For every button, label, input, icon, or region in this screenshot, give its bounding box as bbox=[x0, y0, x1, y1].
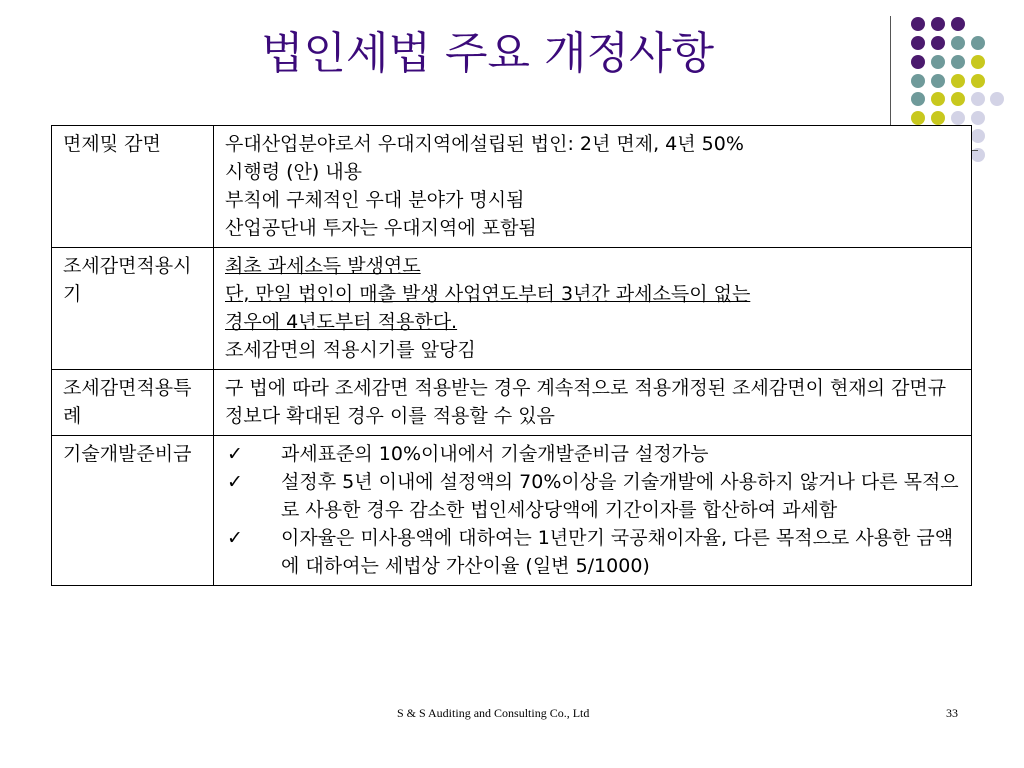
amendments-table bbox=[51, 125, 972, 586]
content-line: 최초 과세소득 발생연도 bbox=[225, 255, 421, 277]
row-content bbox=[214, 126, 972, 248]
content-line: 산업공단내 투자는 우대지역에 포함됨 bbox=[225, 217, 537, 239]
list-item bbox=[225, 468, 961, 524]
checkmark-icon: ✓ bbox=[227, 443, 243, 465]
content-line: 경우에 4년도부터 적용한다. bbox=[225, 311, 458, 333]
row-category: 면제및 감면 bbox=[52, 126, 214, 248]
list-item-text: 이자율은 미사용액에 대하여는 1년만기 국공채이자율, 다른 목적으로 사용한 금액에 대하여는 세법상 가산이율 (일변 5/1000) bbox=[281, 527, 954, 577]
checkmark-icon: ✓ bbox=[227, 471, 243, 493]
row-category: 기술개발준비금 bbox=[52, 436, 214, 586]
row-category: 조세감면적용특례 bbox=[52, 370, 214, 436]
slide-title: 법인세법 주요 개정사항 bbox=[260, 28, 714, 79]
table-row bbox=[52, 248, 972, 370]
content-line: 부칙에 구체적인 우대 분야가 명시됨 bbox=[225, 189, 525, 211]
page-number: 33 bbox=[946, 706, 958, 720]
list-item bbox=[225, 524, 961, 580]
row-content bbox=[214, 436, 972, 586]
checkmark-icon: ✓ bbox=[227, 527, 243, 549]
content-line: 조세감면의 적용시기를 앞당김 bbox=[225, 339, 476, 361]
content-line: 우대산업분야로서 우대지역에설립된 법인: 2년 면제, 4년 50% bbox=[225, 133, 744, 155]
footer-company: S & S Auditing and Consulting Co., Ltd bbox=[397, 706, 590, 720]
list-item bbox=[225, 440, 961, 468]
content-line: 시행령 (안) 내용 bbox=[225, 161, 363, 183]
list-item-text: 과세표준의 10%이내에서 기술개발준비금 설정가능 bbox=[281, 443, 709, 465]
table-row bbox=[52, 126, 972, 248]
list-item-text: 설정후 5년 이내에 설정액의 70%이상을 기술개발에 사용하지 않거나 다른 목적으로 사용한 경우 감소한 법인세상당액에 기간이자를 합산하여 과세함 bbox=[281, 471, 959, 521]
row-content bbox=[214, 248, 972, 370]
table-row bbox=[52, 436, 972, 586]
table-row bbox=[52, 370, 972, 436]
row-category: 조세감면적용시기 bbox=[52, 248, 214, 370]
content-line: 단, 만일 법인이 매출 발생 사업연도부터 3년간 과세소득이 없는 bbox=[225, 283, 751, 305]
row-content: 구 법에 따라 조세감면 적용받는 경우 계속적으로 적용개정된 조세감면이 현재의 감면규정보다 확대된 경우 이를 적용할 수 있음 bbox=[214, 370, 972, 436]
